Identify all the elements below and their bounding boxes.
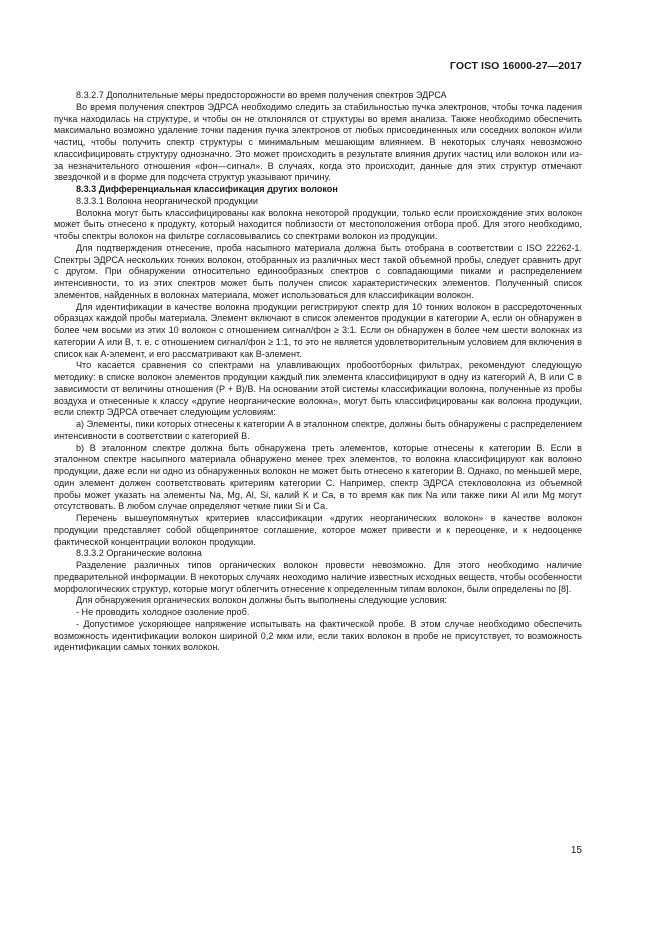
subsection-heading: 8.3.2.7 Дополнительные меры предосторожности во время получения спектров ЭДРСА — [76, 90, 447, 100]
section-heading: 8.3.3 Дифференциальная классификация других волокон — [76, 184, 338, 194]
list-item: - Не проводить холодное озоление проб. — [76, 607, 250, 617]
paragraph: Волокна могут быть классифицированы как волокна некоторой продукции, только если происхождение этих волокон может быть отнесено к продукту, который находится поблизости от местоположения отбора проб. Для этого необходимо, чтобы спектры волокон на фильтре согласовывались со спектрами волокон из продукции. — [54, 207, 582, 241]
paragraph: Перечень вышеупомянутых критериев классификации «других неорганических волокон» в качестве волокон продукции представляет собой общепринятое соглашение, которое может привести и к переоценке, и к недооценке фактической концентрации волокон продукции. — [54, 513, 582, 547]
page-number: 15 — [570, 845, 582, 856]
paragraph: Для подтверждения отнесение, проба насыпного материала должна быть отобрана в соответствии с ISO 22262-1. Спектры ЭДРСА нескольких тонких волокон, отобранных из различных мест такой объемной пробы, следует сравнить друг с другом. При обнаружении относительно единообразных спектров с совпадающими пиками и распределением интенсивности, то из этих спектров может быть получен список характеристических элементов. Полученный список элементов, найденных в волокнах материала, может использоваться для классификации волокон. — [54, 242, 582, 300]
paragraph: Во время получения спектров ЭДРСА необходимо следить за стабильностью пучка электронов, чтобы точка падения пучка находилась на структуре, и чтобы он не отклонялся от структуры во время анализа. Также необходимо обеспечить максимально возможно удаление точки падения пучка электронов от любых присоединенных или соседних волокон и/или частиц, чтобы получить спектр структуры с минимальным мешающим влиянием. В некоторых случаях невозможно классифицировать структуру однозначно. Это может происходить в результате влияния других частиц или волокон или из-за незначительного отношения «фон—сигнал». В случаях, когда это происходит, данные для этих структур отмечают звездочкой и в форме для подсчета структур указывают причину. — [54, 101, 582, 183]
paragraph: Разделение различных типов органических волокон провести невозможно. Для этого необходимо наличие предварительной информации. В некоторых случаях неоходимо наличие известных исходных веществ, чтобы особенности морфологических структур, которые могут облегчить отнесение к определенным типам волокон, были определены по [8]. — [54, 560, 582, 594]
document-header: ГОСТ ISO 16000-27—2017 — [449, 60, 582, 72]
document-body — [54, 90, 582, 654]
paragraph: Для обнаружения органических волокон должны быть выполнены следующие условия: — [76, 595, 447, 606]
list-item: b) В эталонном спектре должна быть обнаружена треть элементов, которые отнесены к категории В. Если в эталонном спектре насыпного материала обнаружено менее трех элементов, то волокна классифицируют как волокно продукции, даже если ни одно из обнаруженных волокон не может быть отнесено к категории В. Однако, по меньшей мере, один элемент должен соответствовать критериям категории С. Например, спектр ЭДРСА стекловолокна из объемной пробы может указать на элементы Na, Mg, Al, Si, калий K и Са, в то время как пик Na или также пики Al или Mg могут отсутствовать. В любом случае определяют четкие пики Si и Са. — [54, 442, 582, 512]
subsection-heading: 8.3.3.1 Волокна неорганической продукции — [76, 195, 258, 206]
paragraph: Для идентификации в качестве волокна продукции регистрируют спектр для 10 тонких волокон в рассредоточенных образцах каждой пробы материала. Элемент включают в список элементов продукции в категории А, если он обнаружен в более чем восьми из этих 10 волокон с отношением сигнал/фон ≥ 3:1. Если он обнаружен в более чем шести волокнах из категории А или В, т. е. с отношением сигнал/фон ≥ 1:1, то это не является удовлетворительным условием для включения в список как А-элемент, и его рассматривают как В-элемент. — [54, 301, 582, 359]
subsection-heading: 8.3.3.2 Органические волокна — [76, 548, 202, 559]
list-item: a) Элементы, пики которых отнесены к категории А в эталонном спектре, должны быть обнаружены с распределением интенсивности в соответствии с категорией В. — [54, 419, 582, 441]
list-item: - Допустимое ускоряющее напряжение испытывать на фактической пробе. В этом случае необходимо обеспечить возможность идентификации волокон шириной 0,2 мкм или, если таких волокон в пробе не присутствует, то возможность идентификации самых тонких волокон. — [54, 618, 582, 653]
paragraph: Что касается сравнения со спектрами на улавливающих пробоотборных фильтрах, рекомендуют следующую методику: в списке волокон элементов продукции каждый пик элемента классифицируют в одну из категорий А, В или С в зависимости от величины отношения (P + B)/B. На основании этой системы классификации волокна, полученные из пробы воздуха и отнесенные к классу «другие неорганические волокна», могут быть классифицированы как волокна продукции, если спектр ЭДРСА отвечает следующим условиям: — [54, 360, 582, 418]
